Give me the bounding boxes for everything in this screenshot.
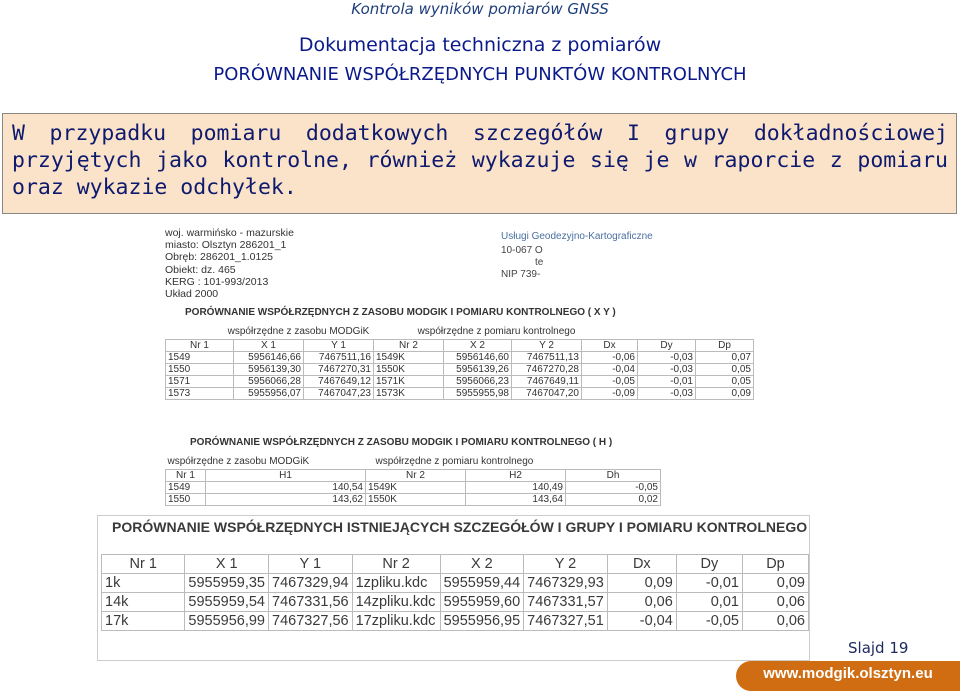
cell: 5956146,60 bbox=[444, 351, 512, 363]
slide-subtitle: PORÓWNANIE WSPÓŁRZĘDNYCH PUNKTÓW KONTROLNYCH bbox=[213, 64, 747, 85]
cell: -0,03 bbox=[638, 363, 696, 375]
cell: 7467047,20 bbox=[512, 387, 582, 399]
presentation-header: Kontrola wyników pomiarów GNSS bbox=[351, 0, 609, 18]
cell: 5955959,44 bbox=[440, 574, 524, 593]
cell: -0,04 bbox=[582, 363, 638, 375]
table-row bbox=[102, 593, 809, 612]
detail-comparison-scan bbox=[97, 515, 810, 661]
table-row bbox=[166, 387, 754, 399]
cell: 1549K bbox=[366, 481, 466, 493]
company-name: Usługi Geodezyjno-Kartograficzne bbox=[501, 231, 653, 242]
column-header: Nr 1 bbox=[166, 339, 234, 351]
cell: 14zpliku.kdc bbox=[352, 593, 440, 612]
table-header-row bbox=[166, 469, 661, 481]
column-header: H2 bbox=[466, 469, 566, 481]
cell: 0,06 bbox=[607, 593, 676, 612]
group-header-right: współrzędne z pomiaru kontrolnego bbox=[417, 326, 576, 338]
cell: 0,09 bbox=[607, 574, 676, 593]
column-header: X 2 bbox=[440, 555, 524, 574]
slide-number: Slajd 19 bbox=[848, 639, 909, 657]
cell: 7467329,94 bbox=[269, 574, 353, 593]
meta-line: Układ 2000 bbox=[165, 288, 219, 301]
slide-title: Dokumentacja techniczna z pomiarów bbox=[298, 34, 662, 56]
cell: 17zpliku.kdc bbox=[352, 612, 440, 631]
cell: 17k bbox=[102, 612, 185, 631]
group-header-left: współrzędne z zasobu MODGiK bbox=[167, 456, 310, 468]
cell: 5956066,23 bbox=[444, 375, 512, 387]
column-header: Dp bbox=[696, 339, 754, 351]
company-address: 10-067 O bbox=[501, 245, 543, 256]
company-phone: te bbox=[535, 257, 544, 268]
cell: 5955955,98 bbox=[444, 387, 512, 399]
group-header-left: współrzędne z zasobu MODGiK bbox=[227, 326, 370, 338]
column-header: Y 2 bbox=[512, 339, 582, 351]
table-header-row bbox=[102, 555, 809, 574]
cell: 7467329,93 bbox=[524, 574, 608, 593]
cell: 7467649,12 bbox=[304, 375, 374, 387]
cell: 140,54 bbox=[206, 481, 366, 493]
table-row bbox=[166, 375, 754, 387]
report-metadata bbox=[165, 227, 294, 300]
meta-line: KERG : 101-993/2013 bbox=[165, 275, 269, 288]
cell: 1k bbox=[102, 574, 185, 593]
cell: 5955956,07 bbox=[234, 387, 304, 399]
table-row bbox=[166, 351, 754, 363]
column-header: Nr 1 bbox=[166, 469, 206, 481]
note-box: W przypadku pomiaru dodatkowych szczegółów I grupy dokładnościowej przyjętych jako kontrolne, również wykazuje się je w raporcie z pomiaru oraz wykazie odchyłek. bbox=[2, 113, 957, 214]
cell: -0,03 bbox=[638, 351, 696, 363]
cell: 1550K bbox=[374, 363, 444, 375]
cell: 0,05 bbox=[696, 363, 754, 375]
h-table-title: PORÓWNANIE WSPÓŁRZĘDNYCH Z ZASOBU MODGIK I POMIARU KONTROLNEGO ( H ) bbox=[190, 437, 613, 448]
cell: 0,06 bbox=[742, 612, 808, 631]
cell: -0,09 bbox=[582, 387, 638, 399]
xy-comparison-table bbox=[165, 325, 754, 400]
column-header: Nr 2 bbox=[352, 555, 440, 574]
table-row bbox=[102, 612, 809, 631]
column-header: Dx bbox=[607, 555, 676, 574]
column-header: Dp bbox=[742, 555, 808, 574]
group-header-right: współrzędne z pomiaru kontrolnego bbox=[375, 456, 534, 468]
cell: 7467327,56 bbox=[269, 612, 353, 631]
table-row bbox=[166, 481, 661, 493]
column-header: X 1 bbox=[185, 555, 269, 574]
company-nip: NIP 739- bbox=[501, 269, 541, 280]
cell: 0,02 bbox=[566, 493, 661, 505]
cell: 5956139,30 bbox=[234, 363, 304, 375]
table-row bbox=[102, 574, 809, 593]
cell: 0,06 bbox=[742, 593, 808, 612]
cell: 7467511,16 bbox=[304, 351, 374, 363]
cell: 1549 bbox=[166, 481, 206, 493]
column-header: Nr 2 bbox=[374, 339, 444, 351]
cell: 140,49 bbox=[466, 481, 566, 493]
column-header: X 2 bbox=[444, 339, 512, 351]
cell: 7467511,13 bbox=[512, 351, 582, 363]
cell: 7467047,23 bbox=[304, 387, 374, 399]
meta-line: Obiekt: dz. 465 bbox=[165, 263, 236, 276]
cell: 1549 bbox=[166, 351, 234, 363]
cell: -0,04 bbox=[607, 612, 676, 631]
xy-table-title: PORÓWNANIE WSPÓŁRZĘDNYCH Z ZASOBU MODGIK I POMIARU KONTROLNEGO ( X Y ) bbox=[185, 307, 616, 318]
cell: 1571 bbox=[166, 375, 234, 387]
cell: 1550K bbox=[366, 493, 466, 505]
cell: 7467649,11 bbox=[512, 375, 582, 387]
table-row bbox=[166, 363, 754, 375]
cell: 7467327,51 bbox=[524, 612, 608, 631]
cell: 143,62 bbox=[206, 493, 366, 505]
detail-table-title: PORÓWNANIE WSPÓŁRZĘDNYCH ISTNIEJĄCYCH SZCZEGÓŁÓW I GRUPY I POMIARU KONTROLNEGO bbox=[112, 519, 808, 535]
report-scan bbox=[163, 215, 768, 515]
cell: 1573 bbox=[166, 387, 234, 399]
column-header: Y 2 bbox=[524, 555, 608, 574]
cell: 5956139,26 bbox=[444, 363, 512, 375]
meta-line: woj. warmińsko - mazurskie bbox=[165, 227, 294, 239]
cell: 0,09 bbox=[742, 574, 808, 593]
cell: 0,09 bbox=[696, 387, 754, 399]
column-header: Dx bbox=[582, 339, 638, 351]
cell: 5956146,66 bbox=[234, 351, 304, 363]
column-header: H1 bbox=[206, 469, 366, 481]
cell: 1573K bbox=[374, 387, 444, 399]
h-comparison-table bbox=[165, 455, 661, 506]
column-header: Dh bbox=[566, 469, 661, 481]
cell: 1550 bbox=[166, 493, 206, 505]
cell: 7467331,56 bbox=[269, 593, 353, 612]
column-header: Nr 1 bbox=[102, 555, 185, 574]
footer-url-link[interactable]: www.modgik.olsztyn.eu bbox=[763, 665, 933, 682]
cell: 14k bbox=[102, 593, 185, 612]
cell: 5955959,54 bbox=[185, 593, 269, 612]
cell: 0,07 bbox=[696, 351, 754, 363]
cell: 7467270,31 bbox=[304, 363, 374, 375]
table-header-row bbox=[166, 339, 754, 351]
cell: 0,01 bbox=[676, 593, 742, 612]
cell: 5955959,35 bbox=[185, 574, 269, 593]
cell: 7467270,28 bbox=[512, 363, 582, 375]
table-row bbox=[166, 493, 661, 505]
cell: -0,05 bbox=[676, 612, 742, 631]
column-header: Nr 2 bbox=[366, 469, 466, 481]
cell: 0,05 bbox=[696, 375, 754, 387]
cell: 143,64 bbox=[466, 493, 566, 505]
column-header: Y 1 bbox=[269, 555, 353, 574]
cell: 5955956,99 bbox=[185, 612, 269, 631]
meta-line: miasto: Olsztyn 286201_1 bbox=[165, 239, 287, 252]
column-header: Dy bbox=[638, 339, 696, 351]
meta-line: Obręb: 286201_1.0125 bbox=[165, 251, 274, 264]
company-stamp bbox=[501, 231, 653, 281]
cell: 1550 bbox=[166, 363, 234, 375]
column-header: Dy bbox=[676, 555, 742, 574]
cell: -0,05 bbox=[582, 375, 638, 387]
cell: 1549K bbox=[374, 351, 444, 363]
cell: -0,01 bbox=[676, 574, 742, 593]
cell: 5955959,60 bbox=[440, 593, 524, 612]
cell: 1zpliku.kdc bbox=[352, 574, 440, 593]
cell: 7467331,57 bbox=[524, 593, 608, 612]
column-header: Y 1 bbox=[304, 339, 374, 351]
cell: 5956066,28 bbox=[234, 375, 304, 387]
cell: 5955956,95 bbox=[440, 612, 524, 631]
detail-comparison-table bbox=[101, 554, 809, 631]
cell: -0,03 bbox=[638, 387, 696, 399]
cell: -0,05 bbox=[566, 481, 661, 493]
cell: 1571K bbox=[374, 375, 444, 387]
cell: -0,01 bbox=[638, 375, 696, 387]
cell: -0,06 bbox=[582, 351, 638, 363]
column-header: X 1 bbox=[234, 339, 304, 351]
